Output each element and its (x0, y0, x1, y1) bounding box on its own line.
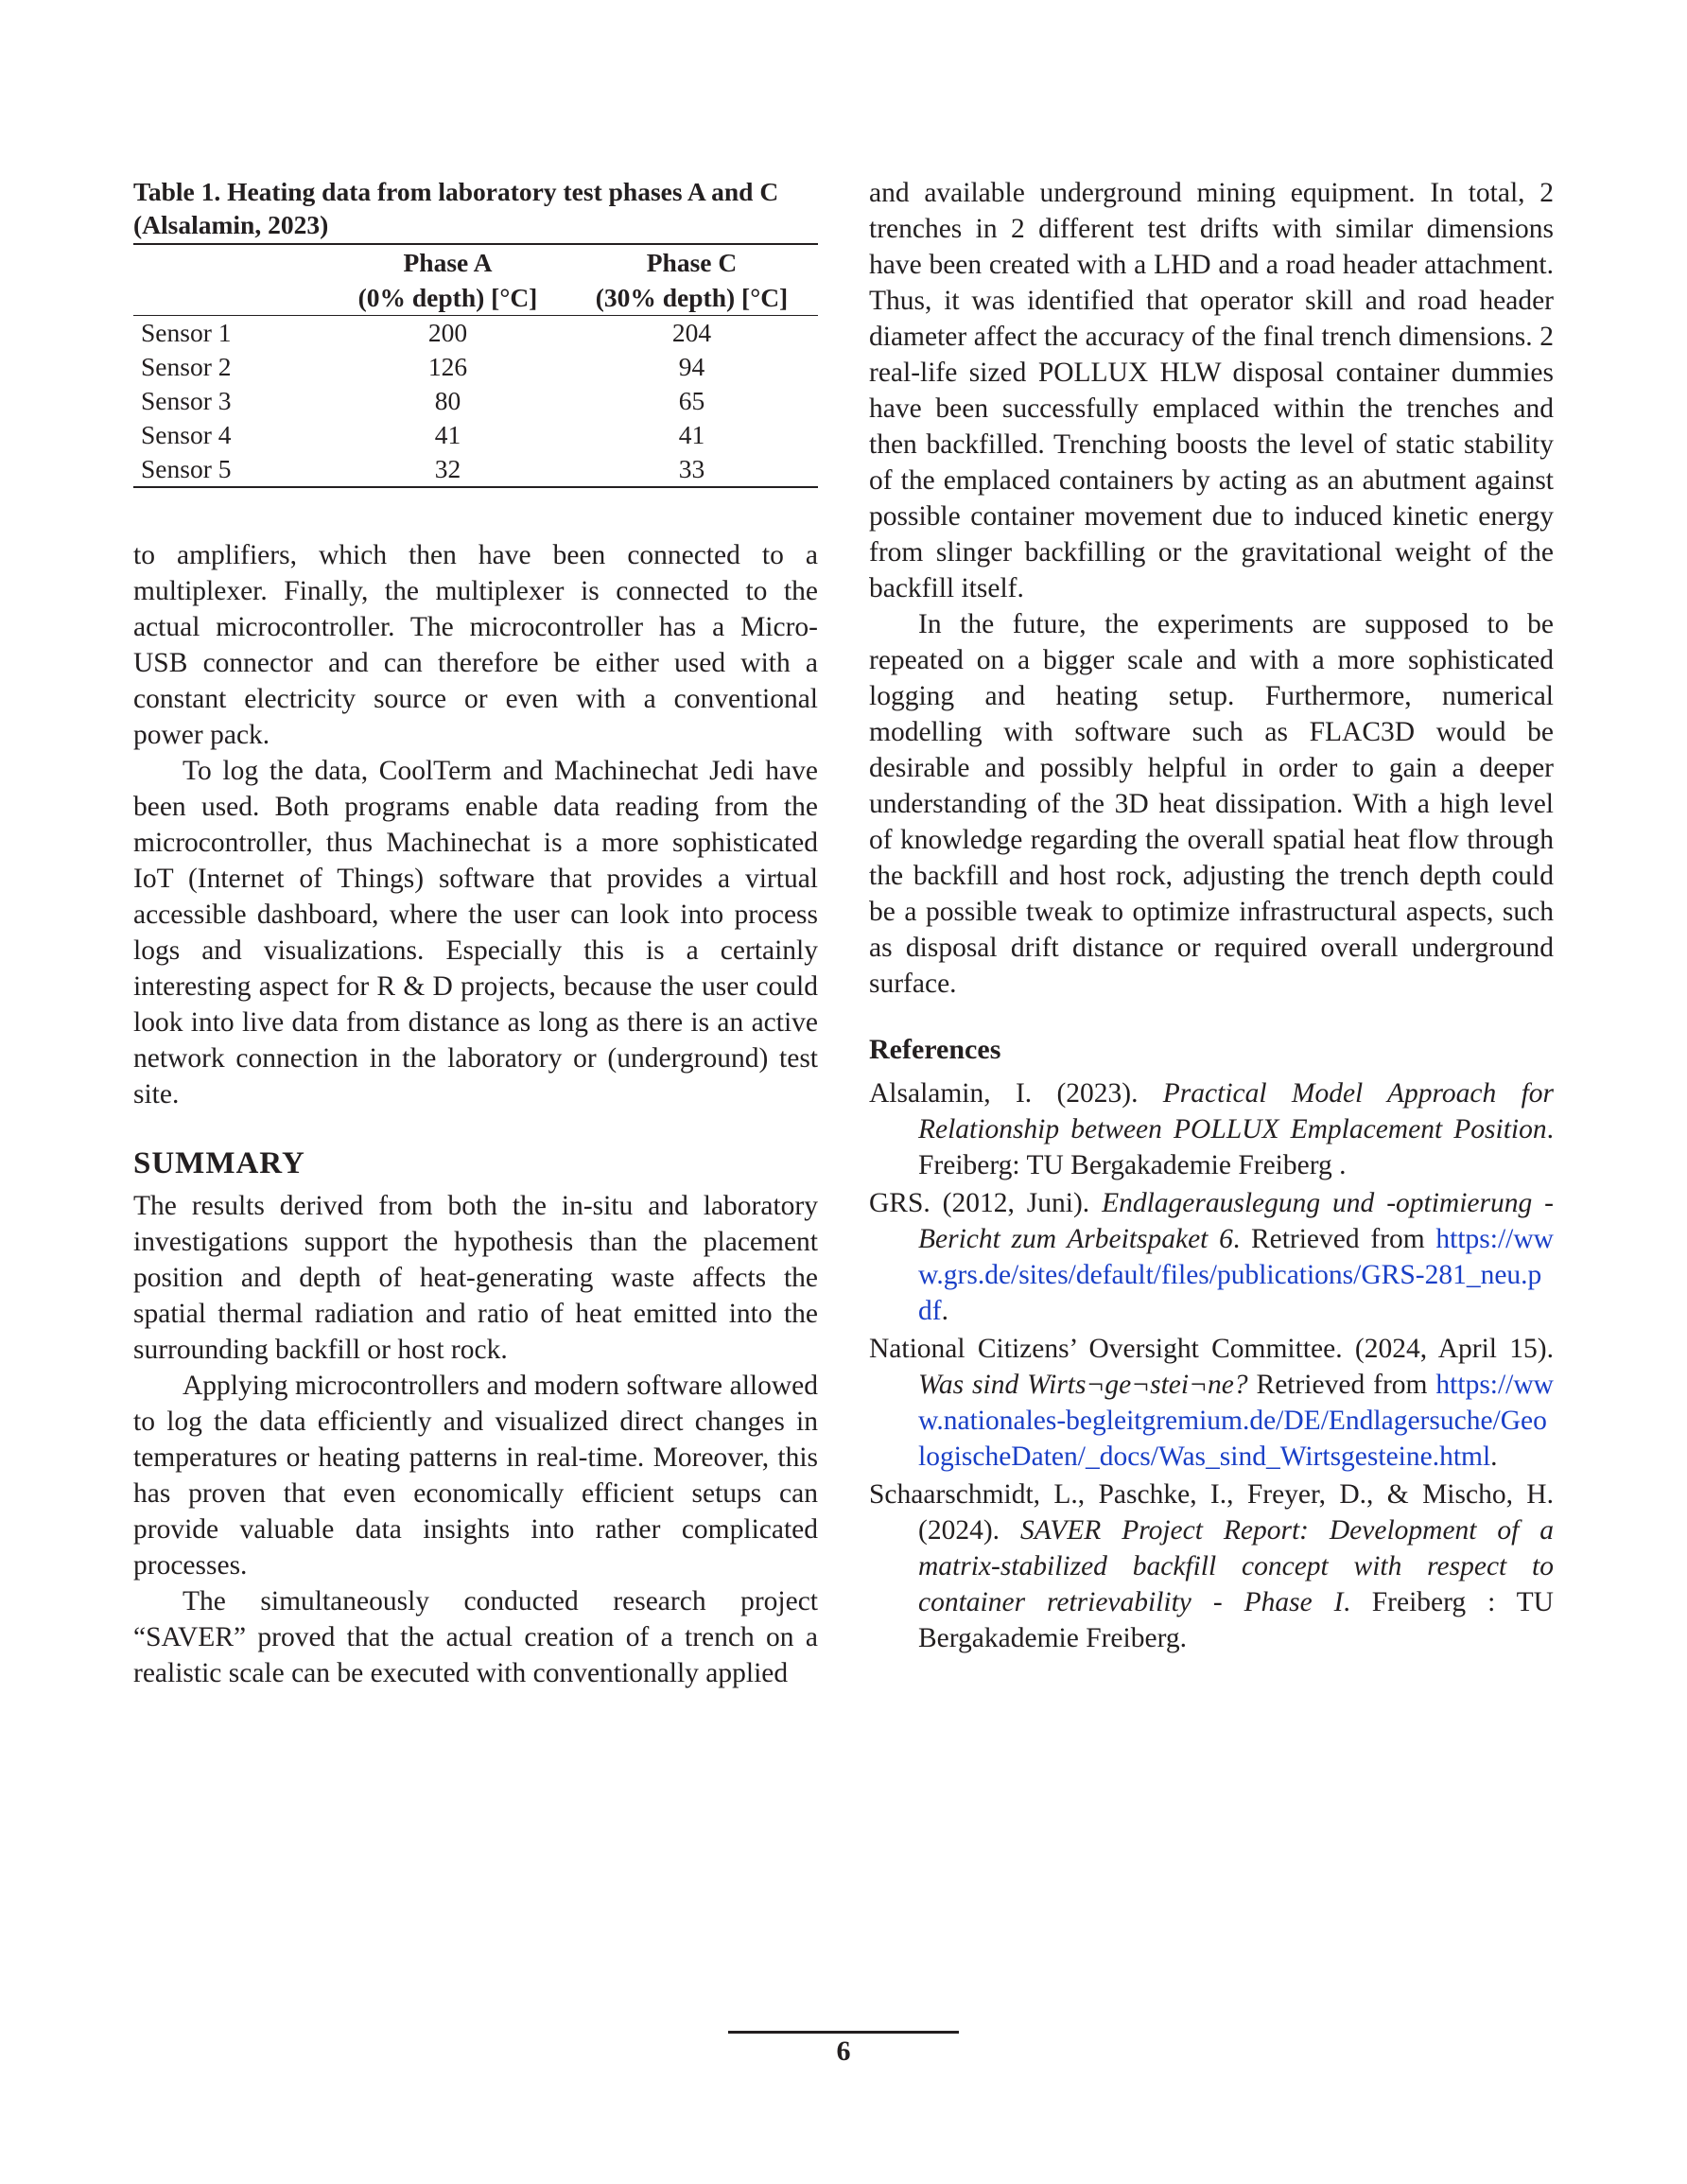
cell-phase-c: 65 (678, 386, 705, 415)
section-heading-references: References (869, 1034, 1001, 1065)
reference-authors: GRS. (2012, Juni). (869, 1188, 1103, 1218)
row-label: Sensor 3 (141, 386, 232, 415)
reference-item (869, 1075, 1554, 1183)
reference-item (869, 1185, 1554, 1329)
right-column (869, 175, 1554, 1658)
cell-phase-a: 41 (434, 420, 461, 449)
reference-end: . (1490, 1441, 1498, 1472)
cell-phase-c: 204 (671, 318, 712, 347)
table-row (133, 316, 818, 351)
body-paragraph: In the future, the experiments are supposed to be repeated on a bigger scale and with a more sophisticated logging and heating setup. Furthermore, numerical modelling with software such as FLAC3D would be desirable and possibly helpful in order to gain a deeper understanding of the 3D heat dissipation. With a high level of knowledge regarding the overall spatial heat flow through the backfill and host rock, adjusting the trench depth could be a possible tweak to optimize infrastructural aspects, such as disposal drift distance or required overall underground surface. (869, 609, 1554, 999)
body-paragraph: Applying microcontrollers and modern software allowed to log the data efficiently and visualized direct changes in temperatures or heating patterns in real-time. Moreover, this has proven that even economically efficient setups can provide valuable data insights into rather complicated processes. (133, 1371, 818, 1581)
reference-source: . Freiberg : TU Bergakademie Freiberg. (918, 1587, 1554, 1653)
reference-title: Was sind Wirts¬ge¬stei¬ne? (918, 1370, 1248, 1400)
reference-link[interactable]: https://www.grs.de/sites/default/files/publications/GRS-281_neu.pdf (918, 1224, 1554, 1326)
table-header-row-2 (133, 280, 818, 316)
col-header-phase-c: Phase C (565, 244, 818, 280)
reference-item (869, 1331, 1554, 1475)
row-label: Sensor 2 (141, 352, 232, 381)
section-heading-summary: SUMMARY (133, 1146, 305, 1180)
col-header-phase-c-unit: (30% depth) [°C] (565, 280, 818, 316)
reference-authors: Schaarschmidt, L., Paschke, I., Freyer, D., & Mischo, H. (2024). (869, 1479, 1554, 1546)
reference-authors: National Citizens’ Oversight Committee. (2024, April 15). (869, 1334, 1554, 1364)
col-header-phase-a: Phase A (330, 244, 565, 280)
cell-phase-a: 80 (434, 386, 461, 415)
page-number: 6 (836, 2035, 851, 2067)
cell-phase-a: 126 (427, 352, 468, 381)
cell-phase-c: 41 (678, 420, 705, 449)
table-row (133, 350, 818, 384)
reference-source: . Retrieved from (1232, 1224, 1436, 1254)
table-header-empty (133, 244, 330, 280)
table-1 (133, 175, 818, 488)
table-row (133, 384, 818, 418)
cell-phase-a: 32 (330, 452, 565, 487)
row-label: Sensor 4 (141, 420, 232, 449)
reference-title: Practical Model Approach for Relationship between POLLUX Emplacement Position (918, 1078, 1554, 1144)
reference-authors: Alsalamin, I. (2023). (869, 1078, 1163, 1109)
cell-phase-c: 33 (565, 452, 818, 487)
cell-phase-a: 200 (427, 318, 468, 347)
table-header-row-1 (133, 244, 818, 280)
reference-source: Retrieved from (1247, 1370, 1436, 1400)
row-label: Sensor 1 (141, 318, 232, 347)
reference-source: . Freiberg: TU Bergakademie Freiberg . (918, 1114, 1554, 1180)
cell-phase-c: 94 (678, 352, 705, 381)
reference-title: Endlagerauslegung und -optimierung - Bericht zum Arbeitspaket 6 (918, 1188, 1554, 1254)
reference-title: SAVER Project Report: Development of a matrix-stabilized backfill concept with respect to container retrievability - Phase I (918, 1515, 1554, 1617)
table-row (133, 452, 818, 487)
heating-data-table (133, 243, 818, 488)
body-paragraph: and available underground mining equipment. In total, 2 trenches in 2 different test drifts with similar dimensions have been created with a LHD and a road header attachment. Thus, it was identified that operator skill and road header diameter affect the accuracy of the final trench dimensions. 2 real-life sized POLLUX HLW disposal container dummies have been successfully emplaced within the trenches and then backfilled. Trenching boosts the level of static stability of the emplaced containers by acting as an abutment against possible container movement due to induced kinetic energy from slinger backfilling or the gravitational weight of the backfill itself. (869, 178, 1554, 603)
row-label: Sensor 5 (133, 452, 330, 487)
table-row (133, 418, 818, 452)
reference-item (869, 1476, 1554, 1656)
body-paragraph: to amplifiers, which then have been connected to a multiplexer. Finally, the multiplexer is connected to the actual microcontroller. The microcontroller has a Micro-USB connector and can therefore be either used with a constant electricity source or even with a conventional power pack. (133, 540, 818, 750)
col-header-phase-a-unit: (0% depth) [°C] (330, 280, 565, 316)
left-column (133, 175, 818, 1691)
reference-link[interactable]: https://www.nationales-begleitgremium.de/DE/Endlagersuche/GeologischeDaten/_docs/Was_sind_Wirtsgesteine.html (918, 1370, 1554, 1472)
body-paragraph: The simultaneously conducted research project “SAVER” proved that the actual creation of a trench on a realistic scale can be executed with conventionally applied (133, 1586, 818, 1688)
body-paragraph: To log the data, CoolTerm and Machinechat Jedi have been used. Both programs enable data reading from the microcontroller, thus Machinechat is a more sophisticated IoT (Internet of Things) software that provides a virtual accessible dashboard, where the user can look into process logs and visualizations. Especially this is a certainly interesting aspect for R & D projects, because the user could look into live data from distance as long as there is an active network connection in the laboratory or (underground) test site. (133, 756, 818, 1109)
reference-end: . (941, 1296, 948, 1326)
table-caption: Table 1. Heating data from laboratory test phases A and C (Alsalamin, 2023) (133, 177, 779, 239)
table-header-empty (133, 280, 330, 316)
body-paragraph: The results derived from both the in-situ and laboratory investigations support the hypothesis than the placement position and depth of heat-generating waste affects the spatial thermal radiation and ratio of heat emitted into the surrounding backfill or host rock. (133, 1191, 818, 1365)
